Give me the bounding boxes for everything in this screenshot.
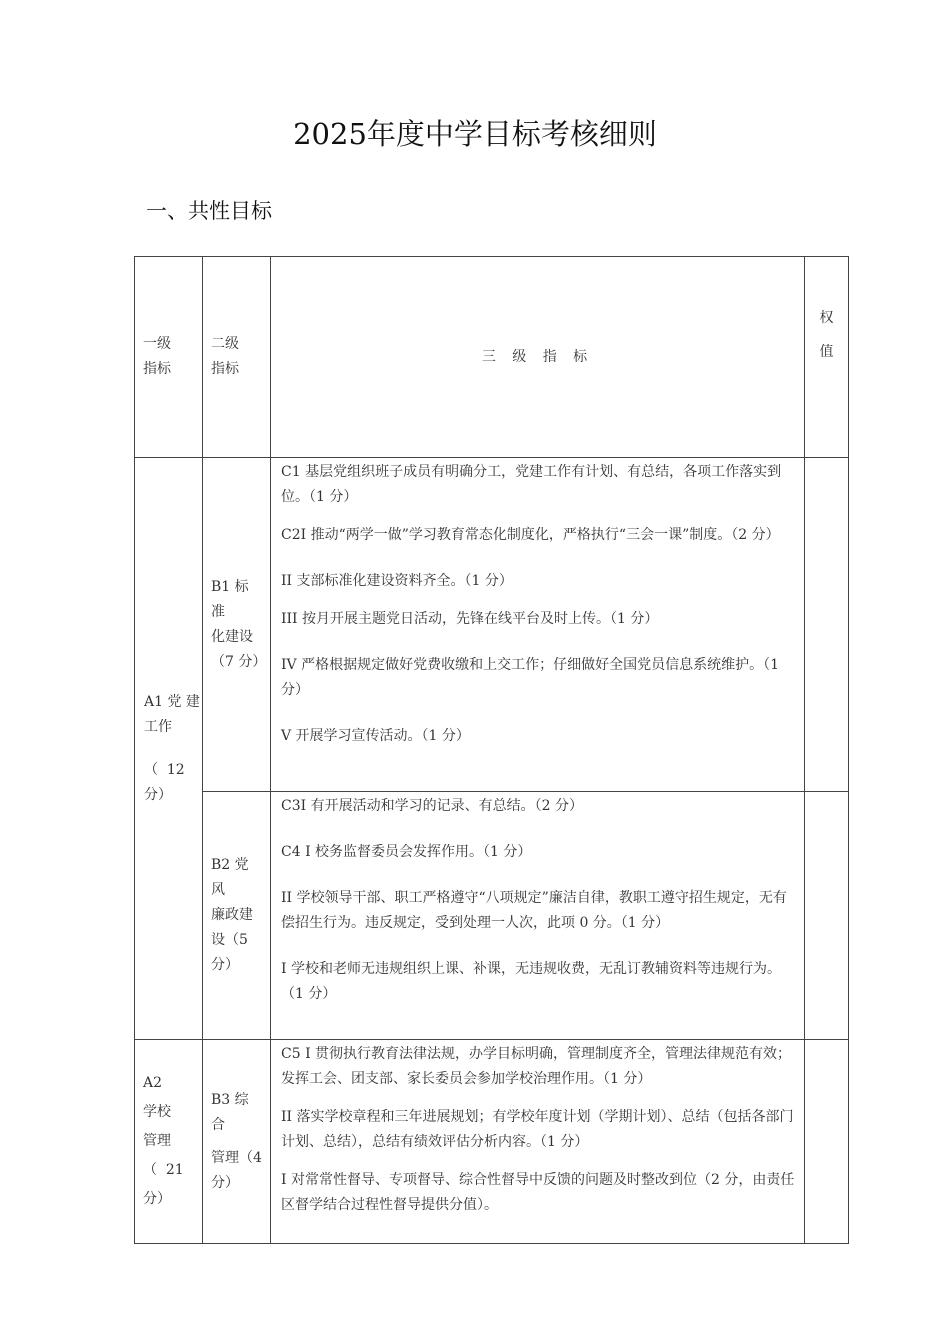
document-title: 2025年度中学目标考核细则	[293, 117, 657, 151]
table-row-b2	[135, 792, 849, 1040]
criterion-item: II 学校领导干部、职工严格遵守“八项规定”廉洁自律，教职工遵守招生规定，无有偿招生行为。违反规定，受到处理一人次，此项 0 分。（1 分）	[281, 890, 787, 931]
header-level3: 三 级 指 标	[271, 257, 805, 458]
weight-b3-cell	[805, 1040, 849, 1244]
header-level2: 二级指标	[203, 257, 271, 458]
table-row-b1	[135, 458, 849, 792]
assessment-table	[134, 256, 849, 1244]
level3-b1-cell	[271, 458, 805, 792]
level2-b3-cell: B3 综 合 管理（4 分）	[203, 1040, 271, 1244]
weight-b2-cell	[805, 792, 849, 1040]
level1-a1-cell: A1 党 建 工作 （ 12 分）	[135, 458, 203, 1040]
level3-b3-cell	[271, 1040, 805, 1244]
header-weight: 权 值	[805, 257, 849, 458]
criterion-item: C1 基层党组织班子成员有明确分工，党建工作有计划、有总结，各项工作落实到位。（1 分）	[281, 464, 782, 505]
criterion-item: C5 I 贯彻执行教育法律法规，办学目标明确，管理制度齐全，管理法律规范有效；发挥工会、团支部、家长委员会参加学校治理作用。（1 分）	[281, 1046, 792, 1087]
table-header-row	[135, 257, 849, 458]
table-row-b3	[135, 1040, 849, 1244]
criterion-item: II 落实学校章程和三年进展规划；有学校年度计划（学期计划）、总结（包括各部门计划、总结），总结有绩效评估分析内容。（1 分）	[281, 1109, 794, 1150]
criterion-item: I 对常常性督导、专项督导、综合性督导中反馈的问题及时整改到位（2 分，由责任区督学结合过程性督导提供分值）。	[281, 1172, 795, 1213]
level1-a2-cell: A2 学校 管理 （ 21 分）	[135, 1040, 203, 1244]
header-level1: 一级指标	[135, 257, 203, 458]
level2-b1-cell: B1 标准 化建设 （7 分）	[203, 458, 271, 792]
section-heading: 一、共性目标	[146, 199, 272, 223]
criterion-item: III 按月开展主题党日活动，先锋在线平台及时上传。（1 分）	[281, 611, 659, 627]
criterion-item: V 开展学习宣传活动。（1 分）	[281, 728, 470, 744]
weight-b1-cell	[805, 458, 849, 792]
criterion-item: C2I 推动“两学一做”学习教育常态化制度化，严格执行“三会一课”制度。（2 分）	[281, 527, 780, 543]
level3-b2-cell	[271, 792, 805, 1040]
criterion-item: I 学校和老师无违规组织上课、补课，无违规收费，无乱订教辅资料等违规行为。（1 分）	[281, 961, 781, 1002]
criterion-item: IV 严格根据规定做好党费收缴和上交工作；仔细做好全国党员信息系统维护。（1 分）	[281, 657, 779, 698]
criterion-item: II 支部标准化建设资料齐全。（1 分）	[281, 573, 513, 589]
level2-b2-cell: B2 党风 廉政建 设（5 分）	[203, 792, 271, 1040]
criterion-item: C3I 有开展活动和学习的记录、有总结。（2 分）	[281, 798, 583, 814]
criterion-item: C4 I 校务监督委员会发挥作用。（1 分）	[281, 844, 532, 860]
